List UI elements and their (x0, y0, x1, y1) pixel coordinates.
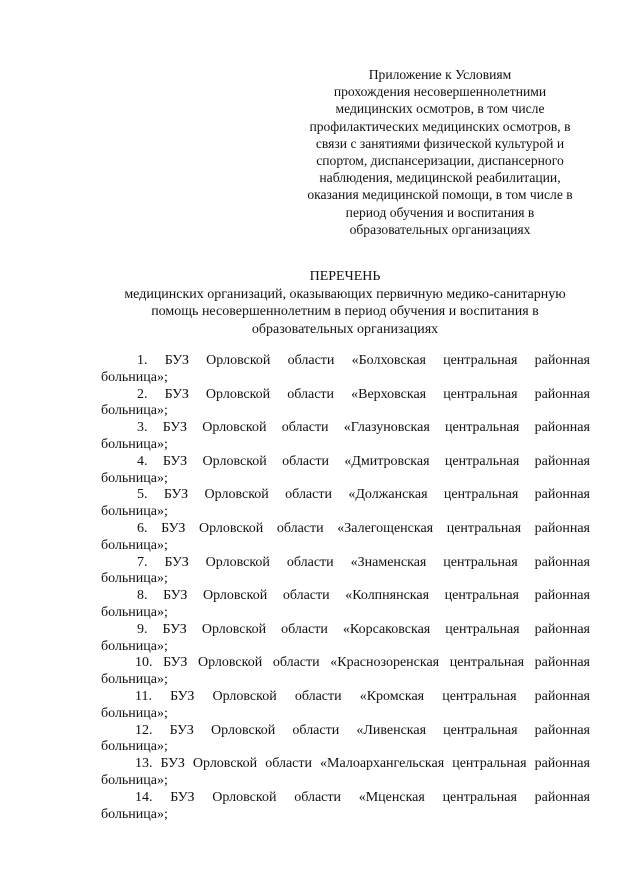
region-name: Орловской (205, 386, 271, 402)
list-item-continuation: больница»; (101, 403, 168, 419)
organization-abbr: БУЗ (164, 554, 189, 570)
list-item-line (101, 689, 590, 706)
hospital-kind: центральная (443, 386, 518, 402)
list-item-number: 1. (137, 353, 148, 368)
document-subtitle-line: медицинских организаций, оказывающих первичную медико-санитарную (124, 286, 566, 302)
organization-abbr: БУЗ (170, 688, 195, 704)
list-item (101, 353, 590, 387)
list-item-line (101, 588, 590, 605)
hospital-type: районная (534, 420, 590, 436)
hospital-kind: центральная (446, 520, 522, 536)
hospital-name: «Мценская (358, 789, 425, 805)
list-item-number: 7. (137, 554, 148, 570)
region-name: Орловской (202, 588, 268, 604)
list-item (101, 588, 590, 622)
appendix-line: связи с занятиями физической культурой и (315, 135, 565, 151)
hospital-name: «Должанская (348, 487, 428, 503)
appendix-note (290, 66, 590, 238)
hospital-name: «Знаменская (350, 554, 427, 570)
list-item (101, 555, 590, 589)
list-item-number: 5. (137, 487, 148, 503)
hospital-name: «Залегощенская (337, 520, 434, 536)
list-item-continuation: больница»; (101, 739, 168, 755)
list-item-continuation: больница»; (101, 604, 168, 620)
hospital-kind: центральная (442, 789, 517, 805)
list-item-number: 4. (137, 453, 148, 469)
list-item-continuation: больница»; (101, 537, 168, 553)
hospital-type: районная (534, 688, 590, 704)
organization-abbr: БУЗ (164, 386, 189, 402)
document-title: ПЕРЕЧЕНЬ (309, 269, 381, 284)
appendix-line: Приложение к Условиям (368, 67, 512, 82)
list-item-continuation: больница»; (101, 571, 168, 587)
list-item (101, 420, 590, 454)
list-item-continuation: больница»; (101, 504, 168, 520)
region-word: области (287, 386, 335, 402)
region-name: Орловской (206, 353, 271, 368)
list-item (101, 387, 590, 421)
document-subtitle-line: помощь несовершеннолетним в период обучения и воспитания в (151, 304, 539, 319)
region-name: Орловской (198, 520, 264, 536)
organization-abbr: БУЗ (162, 453, 188, 469)
list-item-continuation: больница»; (101, 672, 168, 688)
list-item (101, 790, 590, 824)
region-word: области (281, 621, 328, 637)
hospital-kind: центральная (452, 756, 527, 772)
region-name: Орловской (211, 722, 276, 738)
list-item-line (101, 790, 590, 807)
hospital-name: «Болховская (351, 353, 426, 368)
list-item-line (101, 521, 590, 538)
list-item-number: 10. (135, 655, 153, 671)
hospital-type: районная (534, 487, 590, 503)
list-item-number: 13. (135, 756, 153, 772)
list-item-continuation: больница»; (101, 705, 168, 721)
list-item-number: 8. (137, 588, 148, 604)
region-name: Орловской (201, 621, 267, 637)
list-item-number: 12. (135, 722, 153, 738)
list-item-continuation: больница»; (101, 369, 168, 385)
hospital-type: районная (534, 386, 590, 402)
region-word: области (285, 487, 332, 503)
appendix-line: прохождения несовершеннолетними (333, 84, 547, 100)
hospital-type: районная (534, 554, 590, 570)
region-name: Орловской (202, 420, 267, 436)
hospital-kind: центральная (444, 588, 519, 604)
hospital-kind: центральная (449, 655, 525, 671)
region-word: области (281, 420, 329, 436)
list-item (101, 689, 590, 723)
region-word: области (287, 353, 335, 368)
hospital-name: «Корсаковская (342, 621, 431, 637)
document-heading (90, 268, 600, 338)
hospital-type: районная (534, 453, 590, 469)
hospital-type: районная (534, 655, 590, 671)
list-item-number: 2. (137, 386, 148, 402)
hospital-kind: центральная (443, 487, 519, 503)
hospital-name: «Кромская (359, 688, 425, 704)
list-item-number: 3. (137, 420, 148, 436)
organization-abbr: БУЗ (163, 655, 188, 671)
region-name: Орловской (192, 756, 258, 772)
organization-abbr: БУЗ (161, 520, 186, 536)
hospital-kind: центральная (443, 722, 518, 738)
list-item-continuation: больница»; (101, 470, 168, 486)
hospital-type: районная (534, 722, 590, 738)
hospital-kind: центральная (445, 420, 520, 436)
list-item-line (101, 622, 590, 639)
region-name: Орловской (197, 655, 263, 671)
list-item (101, 521, 590, 555)
region-name: Орловской (212, 789, 277, 805)
organization-abbr: БУЗ (160, 756, 185, 772)
region-word: области (282, 453, 329, 469)
list-item (101, 723, 590, 757)
region-word: области (294, 688, 342, 704)
appendix-line: оказания медицинской помощи, в том числе в (307, 187, 573, 203)
region-name: Орловской (205, 554, 270, 570)
list-item-line (101, 353, 590, 370)
hospital-kind: центральная (445, 621, 520, 637)
hospital-type: районная (534, 756, 590, 772)
list-item (101, 487, 590, 521)
list-item-number: 6. (137, 520, 148, 536)
appendix-line: спортом, диспансеризации, диспансерного (316, 153, 564, 169)
organization-abbr: БУЗ (163, 487, 189, 503)
hospital-name: «Глазуновская (343, 420, 430, 436)
list-item-number: 11. (135, 688, 152, 704)
document-subtitle-line: образовательных организациях (251, 321, 439, 337)
list-item-continuation: больница»; (101, 772, 168, 788)
list-item-line (101, 420, 590, 437)
list-item (101, 655, 590, 689)
organization-abbr: БУЗ (169, 722, 194, 738)
region-word: области (272, 655, 320, 671)
hospital-type: районная (534, 789, 590, 805)
hospital-type: районная (534, 588, 590, 604)
list-item-line (101, 487, 590, 504)
organization-list (101, 353, 590, 823)
appendix-line: образовательных организациях (349, 221, 531, 237)
list-item-continuation: больница»; (101, 436, 168, 452)
region-word: области (292, 722, 340, 738)
hospital-type: районная (534, 353, 590, 368)
appendix-line: профилактических медицинских осмотров, в (309, 118, 571, 134)
appendix-line: медицинских осмотров, в том числе (335, 101, 545, 117)
hospital-kind: центральная (443, 353, 518, 368)
hospital-name: «Дмитровская (344, 453, 430, 469)
list-item-line (101, 756, 590, 773)
organization-abbr: БУЗ (163, 588, 188, 604)
region-name: Орловской (204, 487, 269, 503)
organization-abbr: БУЗ (170, 789, 195, 805)
region-word: области (294, 789, 342, 805)
list-item-line (101, 555, 590, 572)
list-item-line (101, 454, 590, 471)
region-word: области (282, 588, 330, 604)
hospital-type: районная (534, 520, 590, 536)
hospital-kind: центральная (444, 453, 520, 469)
organization-abbr: БУЗ (162, 420, 188, 436)
hospital-name: «Малоархангельская (320, 756, 445, 772)
list-item-line (101, 655, 590, 672)
list-item-number: 9. (137, 621, 148, 637)
list-item (101, 454, 590, 488)
appendix-line: период обучения и воспитания в (345, 204, 535, 220)
region-name: Орловской (202, 453, 267, 469)
region-word: области (276, 520, 324, 536)
hospital-kind: центральная (443, 554, 518, 570)
region-word: области (265, 756, 312, 772)
list-item-continuation: больница»; (101, 806, 168, 822)
hospital-type: районная (534, 621, 590, 637)
region-word: области (286, 554, 334, 570)
organization-abbr: БУЗ (162, 621, 187, 637)
appendix-line: наблюдения, медицинской реабилитации, (319, 170, 561, 186)
list-item (101, 756, 590, 790)
list-item-number: 14. (135, 789, 153, 805)
hospital-name: «Верховская (351, 386, 427, 402)
hospital-kind: центральная (442, 688, 517, 704)
list-item (101, 622, 590, 656)
hospital-name: «Колпнянская (345, 588, 430, 604)
hospital-name: «Ливенская (356, 722, 427, 738)
list-item-line (101, 723, 590, 740)
region-name: Орловской (212, 688, 277, 704)
list-item-continuation: больница»; (101, 638, 168, 654)
hospital-name: «Краснозоренская (330, 655, 440, 671)
list-item-line (101, 387, 590, 404)
organization-abbr: БУЗ (164, 353, 189, 368)
